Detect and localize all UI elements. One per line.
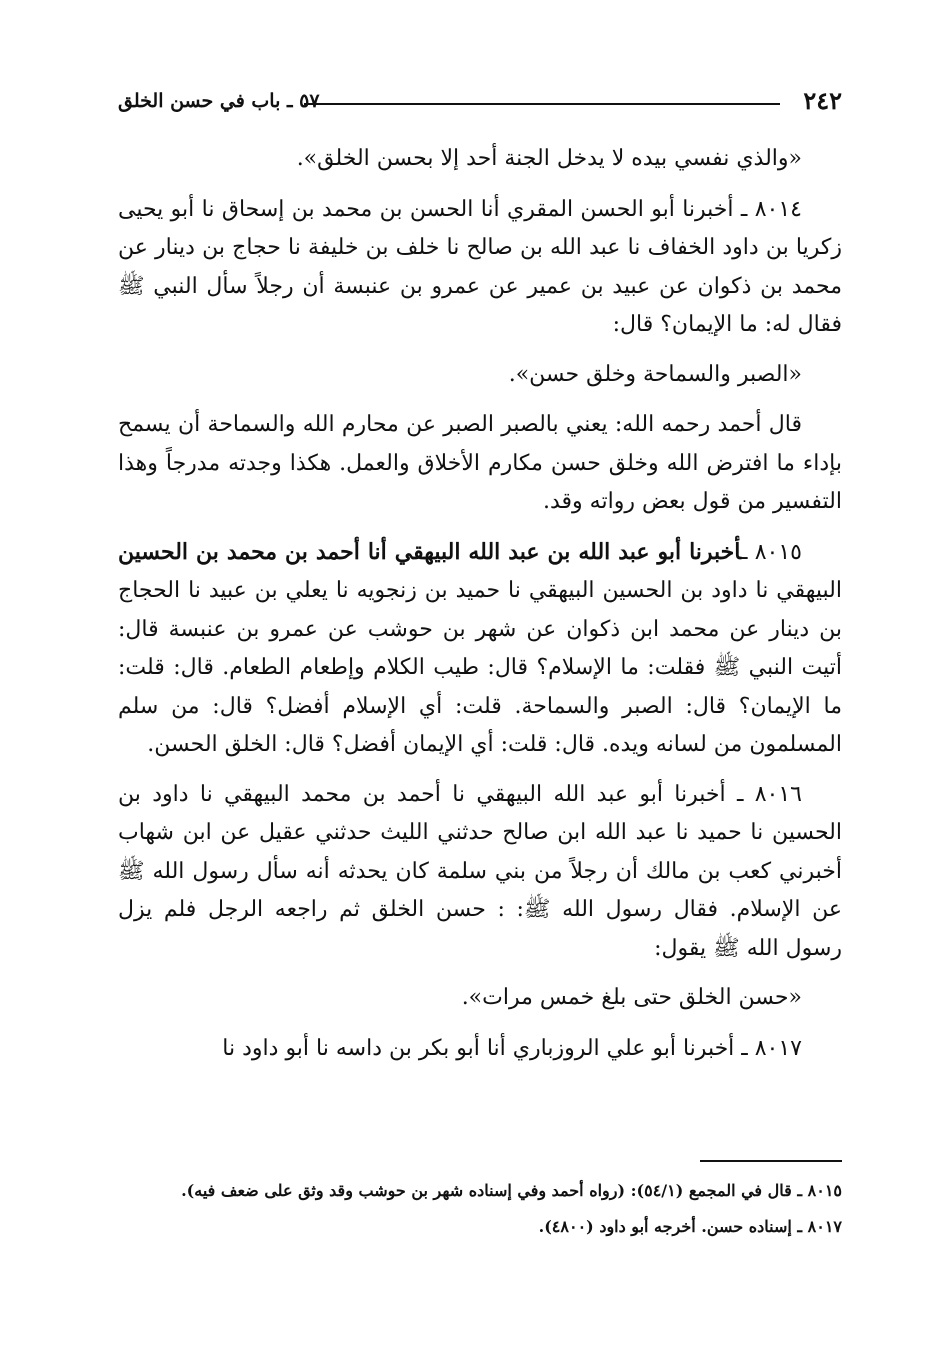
footnote-8017: ٨٠١٧ ـ إسناده حسن. أخرجه أبو داود (٤٨٠٠). — [538, 1217, 842, 1236]
hadith-quote: «والذي نفسي بيده لا يدخل الجنة أحد إلا بحسن الخلق». — [296, 146, 802, 171]
footnote-8015: ٨٠١٥ ـ قال في المجمع (٥٤/١): (رواه أحمد وفي إسناده شهر بن حوشب وقد وثق على ضعف فيه). — [181, 1181, 842, 1200]
hadith-quote: «الصبر والسماحة وخلق حسن». — [508, 361, 802, 387]
chapter-title: ٥٧ ـ باب في حسن الخلق — [118, 90, 320, 112]
page-number: ٢٤٢ — [803, 86, 842, 115]
hadith-8016: ٨٠١٦ ـ أخبرنا أبو عبد الله البيهقي نا أحمد بن محمد البيهقي نا داود بن الحسين نا حميد نا عبد الله ابن صالح حدثني الليث حدثني عقيل عن ابن شهاب أخبرني كعب بن مالك أن رجلاً من بني سلمة كان يحدثه أنه سأل رسول الله ﷺ عن الإسلام. فقال رسول الله ﷺ: : حسن الخلق ثم راجعه الرجل فلم يزل رسول الله ﷺ يقول: — [118, 781, 842, 961]
hadith-8014: ٨٠١٤ ـ أخبرنا أبو الحسن المقري أنا الحسن بن محمد بن إسحاق نا أبو يحيى زكريا بن داود الخفاف نا عبد الله بن صالح نا خلف بن خليفة نا حجاج بن دينار عن محمد بن ذكوان عن عبيد بن عمير عن عمرو بن عنبسة أن رجلاً سأل النبي ﷺ فقال له: ما الإيمان؟ قال: — [118, 196, 842, 337]
hadith-number: ٨٠١٥ ـ — [740, 539, 802, 565]
main-text — [118, 140, 842, 1079]
matn-text: قال: أتيت النبي ﷺ فقلت: ما الإسلام؟ قال: طيب الكلام وإطعام الطعام. قال: قلت: ما الإيمان؟ قال: الصبر والسماحة. قلت: أي الإسلام أفضل؟ قال: من سلم المسلمون من لسانه ويده. قال: قلت: أي الإيمان أفضل؟ قال: الخلق الحسن. — [118, 616, 842, 757]
isnad-bold: أخبرنا أبو عبد الله بن عبد الله البيهقي أنا أحمد بن محمد بن الحسين — [118, 538, 741, 565]
commentary-paragraph: قال أحمد رحمه الله: يعني بالصبر الصبر عن محارم الله والسماحة أن يسمح بإداء ما افترض الله وخلق حسن مكارم الأخلاق والعمل. هكذا وجدته مدرجاً وهذا التفسير من قول بعض رواته وقد. — [118, 412, 842, 514]
hadith-8015 — [118, 533, 842, 765]
header-rule — [304, 103, 780, 105]
isnad-rest: البيهقي نا داود بن الحسين البيهقي نا حميد بن زنجويه نا يعلي بن عبيد نا الحجاج بن دينار عن محمد ابن ذكوان عن شهر بن حوشب عن عمرو بن عنبسة — [118, 578, 842, 642]
hadith-quote: «حسن الخلق حتى بلغ خمس مرات». — [461, 985, 802, 1010]
footnote-rule — [700, 1160, 842, 1162]
hadith-8017: ٨٠١٧ ـ أخبرنا أبو علي الروزباري أنا أبو بكر بن داسه نا أبو داود نا — [222, 1035, 802, 1061]
footnotes — [118, 1176, 842, 1248]
running-header — [118, 86, 842, 120]
